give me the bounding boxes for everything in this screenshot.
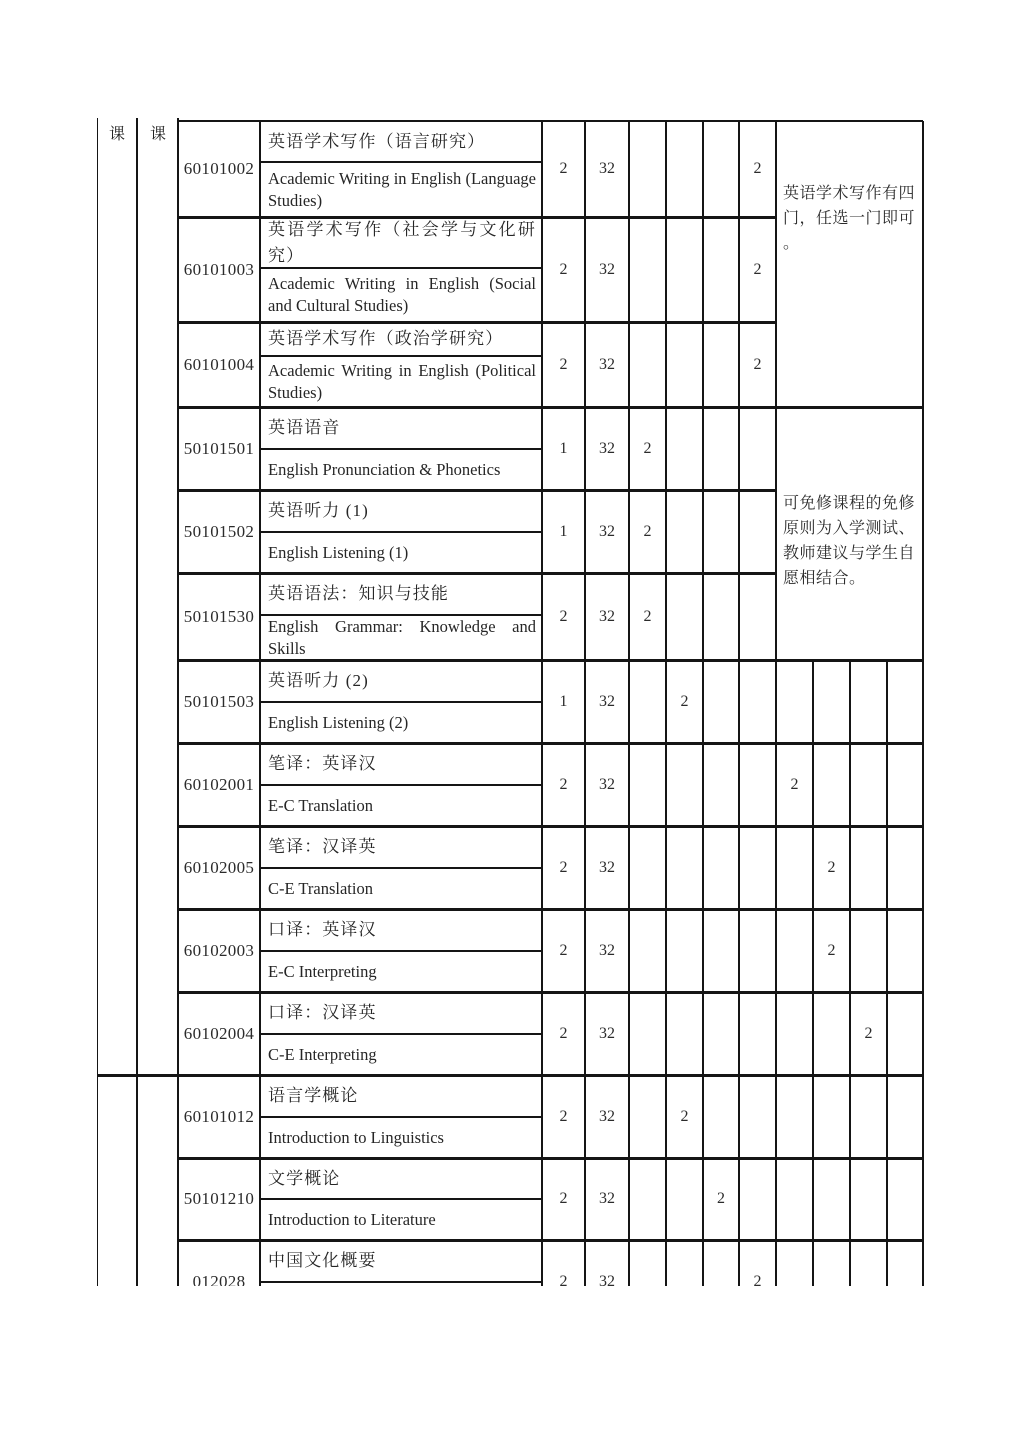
credit-cell: 2 [559,775,568,793]
course-name-cn: 英语学术写作（社会学与文化研究） [268,219,536,265]
hours-cell: 32 [599,775,615,793]
course-code-cell: 50101503 [183,691,255,711]
semester-cell: 2 [864,1024,873,1042]
name-divider-line [260,531,542,533]
semester-cell [813,660,850,743]
semester-cell: 2 [753,1272,762,1286]
course-name-cn: 英语听力 (1) [268,501,369,520]
credit-cell: 2 [559,941,568,959]
semester-cell [739,1075,776,1158]
name-divider-line [260,267,542,269]
hours-cell: 32 [599,1190,615,1207]
hours-cell: 32 [599,439,615,457]
course-code-cell: 60101002 [183,159,255,178]
semester-cell [776,1075,813,1158]
grid-line-v [886,660,888,1286]
semester-cell: 2 [680,692,689,710]
semester-cell [887,1158,923,1240]
name-divider-line [260,784,542,786]
semester-cell: 2 [753,260,762,278]
course-name-en: Academic Writing in English (Political Studies) [268,360,536,402]
semester-cell [703,217,739,322]
course-name-cn: 口译：英译汉 [268,920,377,939]
semester-cell [629,1240,666,1286]
semester-cell [666,1240,703,1286]
semester-cell [813,1075,850,1158]
course-name-en: Academic Writing in English (Social and Cultural Studies) [268,274,536,315]
semester-cell [887,909,923,992]
category-label-1: 课 [108,125,125,143]
semester-cell [813,992,850,1075]
grid-line-h [178,321,776,324]
hours-cell: 32 [599,260,615,278]
credit-cell: 2 [559,607,568,625]
name-divider-line [260,701,542,703]
course-name-cn: 英语语音 [268,418,341,437]
semester-cell [739,573,776,660]
course-name-cn: 语言学概论 [268,1086,359,1105]
semester-cell [703,826,739,909]
course-name-en: Introduction to Literature [268,1209,436,1229]
semester-cell [666,743,703,826]
semester-cell [629,1158,666,1240]
semester-cell [666,217,703,322]
semester-cell: 2 [643,522,652,540]
semester-cell: 2 [753,355,762,373]
credit-cell: 1 [559,439,568,457]
course-name-cn: 口译：汉译英 [268,1003,377,1022]
grid-line-v [849,660,851,1286]
semester-cell [850,1075,887,1158]
semester-cell [703,407,739,490]
semester-cell [850,1158,887,1240]
semester-cell [887,826,923,909]
semester-cell [666,407,703,490]
hours-cell: 32 [599,355,615,373]
grid-line-h [178,216,776,219]
course-name-cn: 英语语法：知识与技能 [268,584,449,603]
semester-cell [850,660,887,743]
semester-cell [666,573,703,660]
course-code-cell: 50101210 [183,1189,255,1208]
semester-cell [629,743,666,826]
semester-cell [776,1240,813,1286]
curriculum-table [97,118,926,1286]
semester-cell [703,322,739,407]
semester-cell [776,992,813,1075]
semester-cell [666,121,703,217]
grid-line-v [775,121,777,1286]
hours-cell: 32 [599,858,615,876]
semester-cell [739,660,776,743]
credit-cell: 2 [559,355,568,373]
semester-cell [703,490,739,573]
semester-cell [629,322,666,407]
semester-cell [850,1240,887,1286]
semester-cell [703,660,739,743]
semester-cell [739,826,776,909]
semester-cell [666,992,703,1075]
hours-cell: 32 [599,1107,615,1125]
semester-cell [887,660,923,743]
course-name-en: C-E Interpreting [268,1044,377,1064]
course-name-en: E-C Translation [268,795,373,815]
semester-cell [739,909,776,992]
course-name-en: English Listening (2) [268,712,409,732]
semester-cell [666,490,703,573]
semester-cell: 2 [827,941,836,959]
semester-cell [666,1158,703,1240]
semester-cell [887,1075,923,1158]
hours-cell: 32 [599,941,615,959]
semester-cell [629,992,666,1075]
semester-cell [850,909,887,992]
course-name-en: English Listening (1) [268,542,409,562]
hours-cell: 32 [599,522,615,540]
name-divider-line [260,1198,542,1200]
course-code-cell: 50101502 [183,521,255,541]
grid-line-h [178,991,923,994]
semester-cell [703,121,739,217]
course-name-cn: 中国文化概要 [268,1251,377,1270]
course-code-cell: 60102001 [183,774,255,794]
semester-cell [629,826,666,909]
hours-cell: 32 [599,692,615,710]
semester-cell [666,826,703,909]
grid-line-v [738,121,740,1286]
course-name-cn: 英语听力 (2) [268,671,369,690]
semester-cell [739,1158,776,1240]
credit-cell: 2 [559,1190,568,1207]
grid-line-h [178,659,923,662]
course-code-cell: 60101003 [183,259,255,279]
note-exemption: 可免修课程的免修原则为入学测试、教师建议与学生自愿相结合。 [783,495,916,587]
semester-cell [703,1240,739,1286]
semester-cell [776,826,813,909]
grid-line-v [136,118,138,1286]
name-divider-line [260,867,542,869]
semester-cell [739,490,776,573]
semester-cell [703,573,739,660]
course-name-cn: 文学概论 [268,1168,341,1188]
name-divider-line [260,950,542,952]
course-code-cell: 50101530 [183,606,255,626]
name-divider-line [260,1033,542,1035]
semester-cell [629,217,666,322]
semester-cell [629,660,666,743]
course-code-cell: 60101004 [183,354,255,374]
course-name-cn: 英语学术写作（语言研究） [268,131,486,151]
course-name-cn: 笔译：英译汉 [268,754,377,773]
hours-cell: 32 [599,607,615,625]
course-name-cn: 笔译：汉译英 [268,837,377,856]
course-code-cell: 60101012 [183,1106,255,1126]
semester-cell [850,826,887,909]
course-code-cell: 60102004 [183,1023,255,1043]
course-name-cn: 英语学术写作（政治学研究） [268,329,504,348]
credit-cell: 2 [559,1272,568,1286]
semester-cell: 2 [680,1107,689,1125]
semester-cell: 2 [717,1190,725,1207]
course-code-cell: 60102003 [183,940,255,960]
credit-cell: 2 [559,1024,568,1042]
semester-cell [776,1158,813,1240]
grid-line-h [178,489,776,492]
grid-line-v [97,118,98,1286]
grid-line-v [702,121,704,1286]
semester-cell [629,1075,666,1158]
semester-cell [739,407,776,490]
semester-cell [703,743,739,826]
semester-cell [703,992,739,1075]
hours-cell: 32 [599,1272,615,1286]
semester-cell [739,992,776,1075]
grid-line-v [812,660,814,1286]
semester-cell: 2 [753,160,762,177]
course-name-en: C-E Translation [268,878,373,898]
credit-cell: 1 [559,522,568,540]
course-name-en: E-C Interpreting [268,961,377,981]
semester-cell [850,743,887,826]
semester-cell [703,909,739,992]
course-name-en: Academic Writing in English (Language Studies) [268,168,536,210]
grid-line-h [178,120,923,122]
grid-line-h [178,825,923,828]
semester-cell: 2 [827,858,836,876]
name-divider-line [260,1116,542,1118]
name-divider-line [260,614,542,616]
category-label-2: 课 [149,125,166,143]
semester-cell [739,743,776,826]
semester-cell [813,1158,850,1240]
course-code-cell: 60102005 [183,857,255,877]
course-code-cell: 50101501 [183,438,255,458]
semester-cell [887,1240,923,1286]
credit-cell: 1 [559,692,568,710]
semester-cell [887,992,923,1075]
note-academic-writing: 英语学术写作有四门，任选一门即可。 [783,185,916,252]
credit-cell: 2 [559,1107,568,1125]
grid-line-v [922,121,924,1286]
grid-line-h [178,406,923,409]
semester-cell [813,743,850,826]
grid-line-v [628,121,630,1286]
semester-cell [703,1075,739,1158]
semester-cell: 2 [643,439,652,457]
semester-cell: 2 [790,775,799,793]
grid-line-h [178,742,923,745]
name-divider-line [260,161,542,163]
credit-cell: 2 [559,260,568,278]
semester-cell [666,909,703,992]
grid-line-v [177,118,179,1286]
course-name-en: English Pronunciation & Phonetics [268,459,501,479]
semester-cell [776,660,813,743]
grid-line-h [178,572,776,575]
name-divider-line [260,448,542,450]
grid-line-v [541,121,543,1286]
semester-cell [666,322,703,407]
semester-cell [629,121,666,217]
grid-line-v [665,121,667,1286]
grid-line-v [584,121,586,1286]
semester-cell [887,743,923,826]
semester-cell [776,909,813,992]
semester-cell [813,1240,850,1286]
grid-line-h [97,1074,923,1077]
name-divider-line [260,355,542,357]
grid-line-v [259,121,261,1286]
grid-line-h [178,1157,923,1160]
grid-line-h [178,1239,923,1242]
credit-cell: 2 [559,858,568,876]
hours-cell: 32 [599,1024,615,1042]
credit-cell: 2 [559,160,568,177]
semester-cell [629,909,666,992]
course-name-en: English Grammar: Knowledge and Skills [268,616,536,658]
course-name-en: Introduction to Linguistics [268,1127,444,1147]
semester-cell: 2 [643,607,652,625]
hours-cell: 32 [599,160,615,177]
grid-line-h [178,908,923,911]
name-divider-line [260,1281,542,1283]
course-code-cell: 012028 [192,1271,246,1286]
